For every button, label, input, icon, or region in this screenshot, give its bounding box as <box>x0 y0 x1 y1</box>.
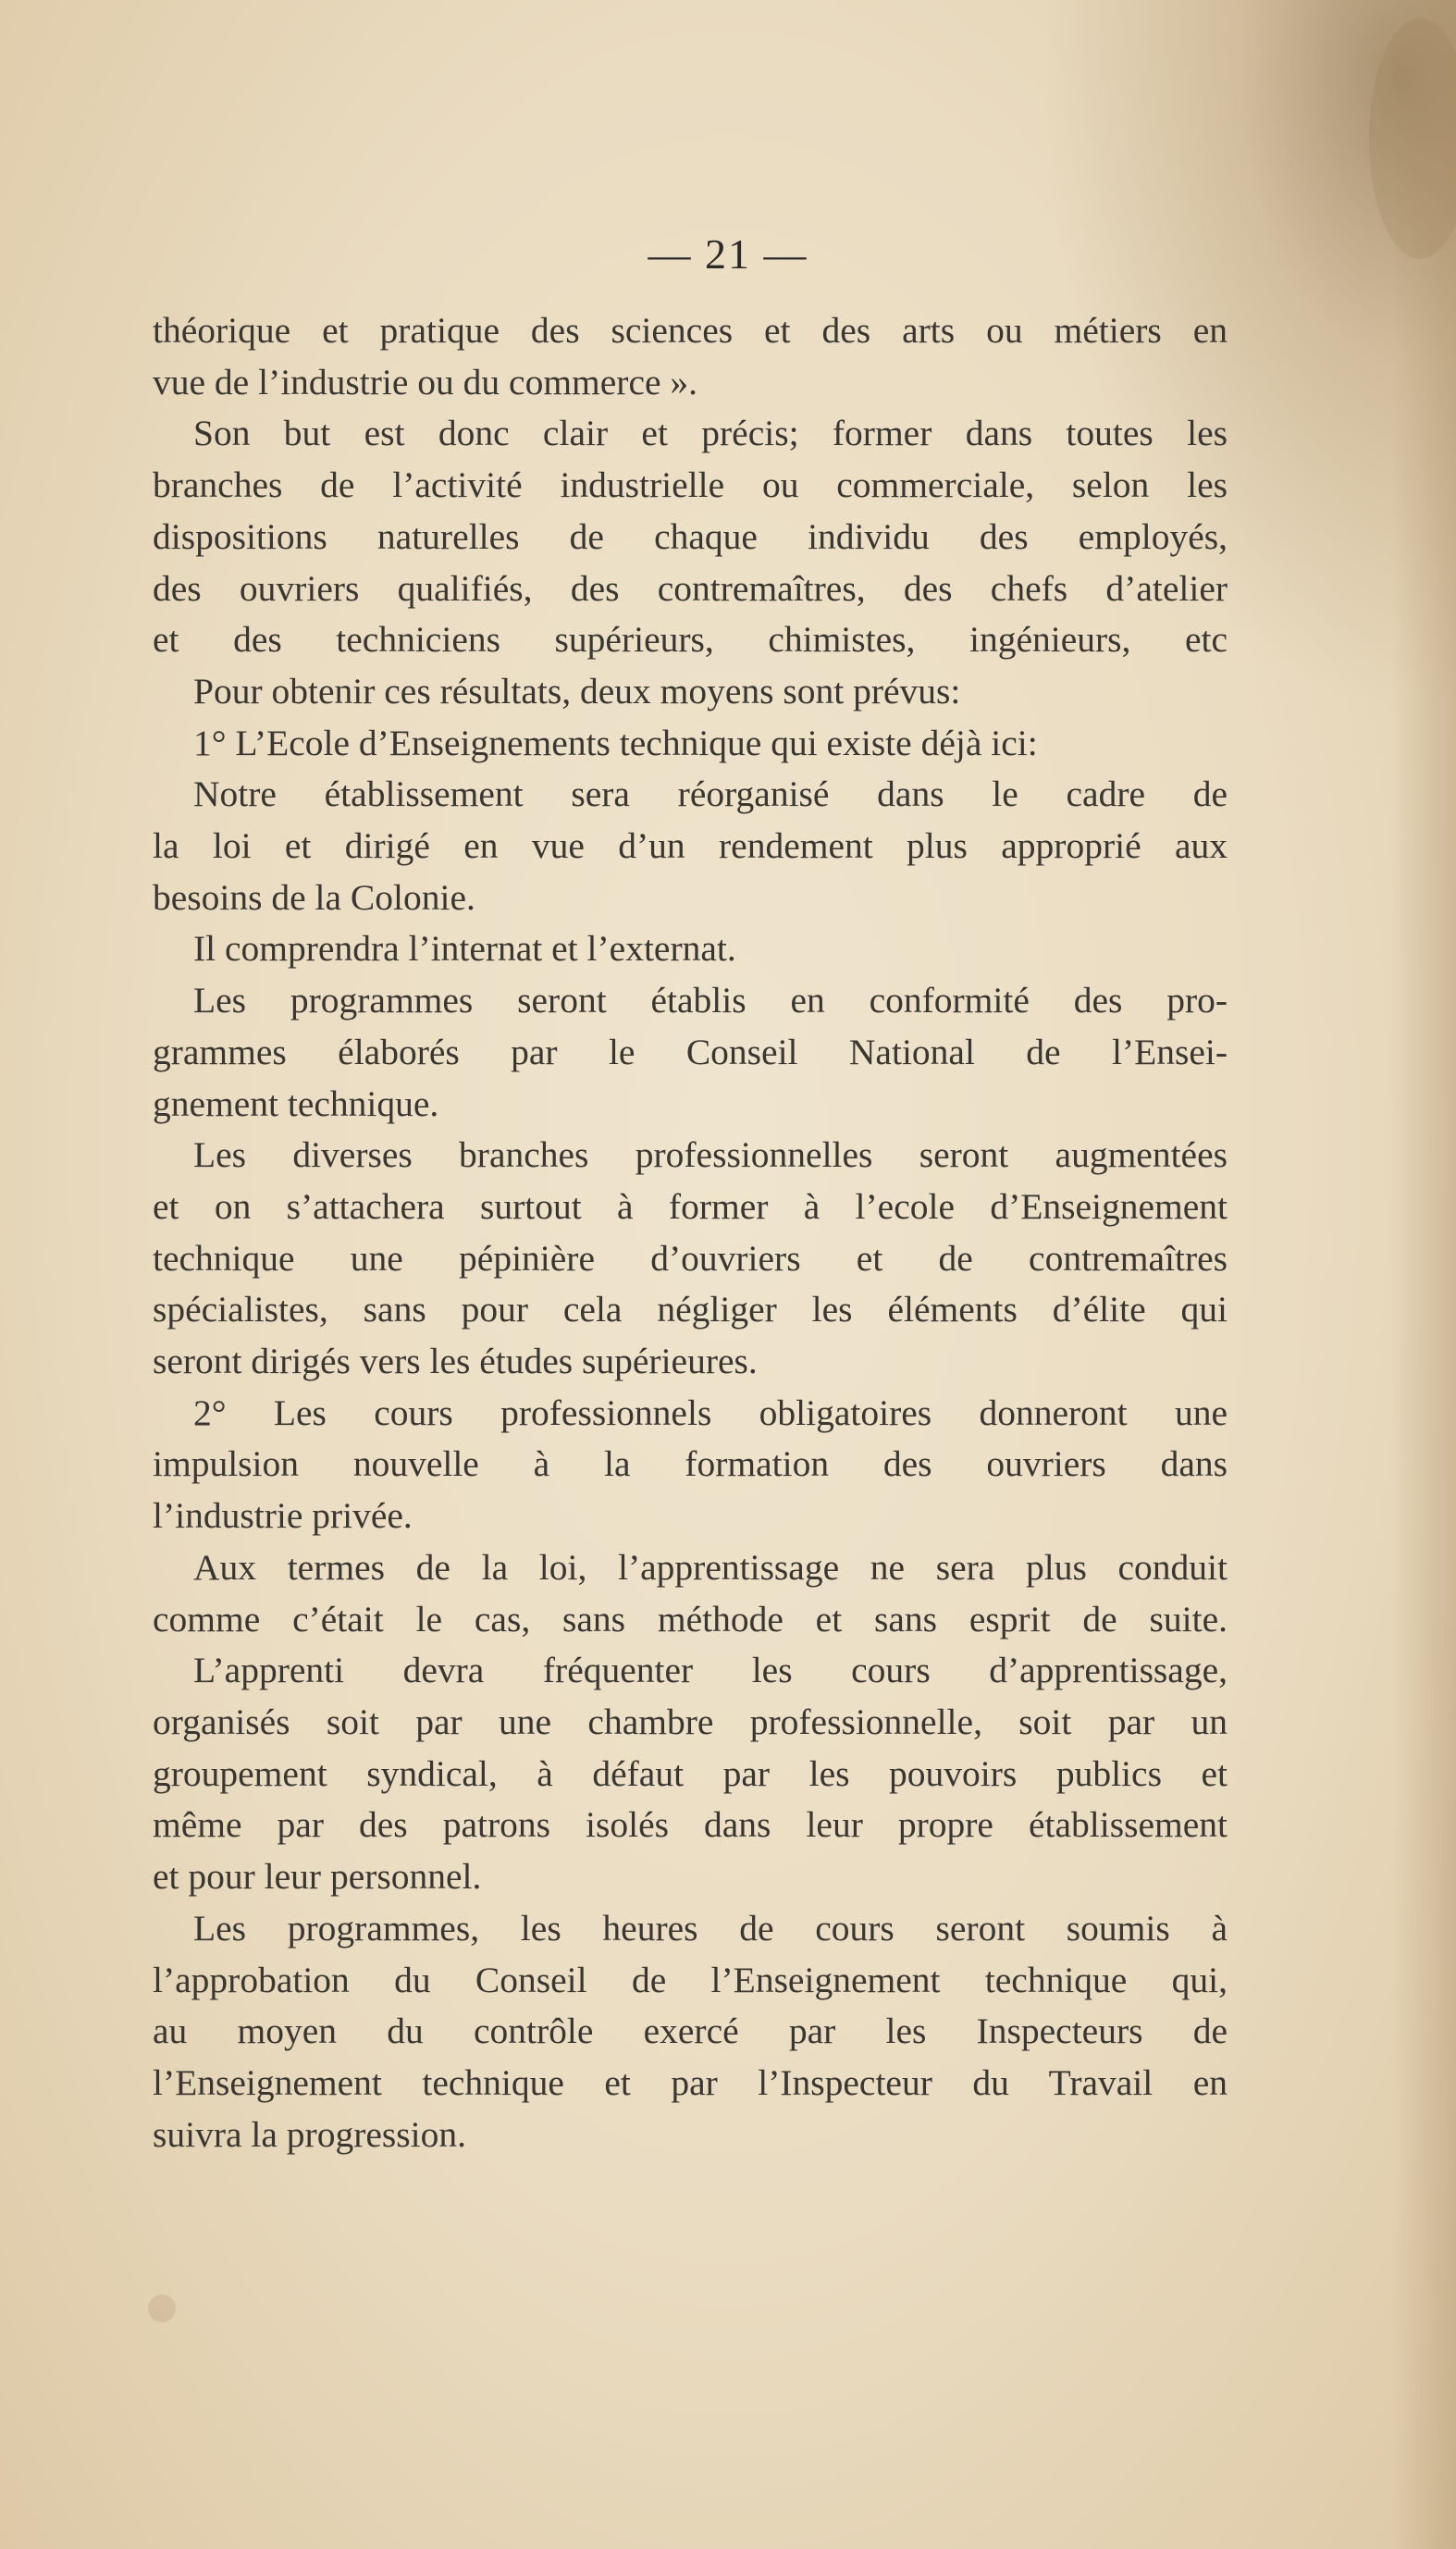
text-line: gnement technique. <box>153 1083 439 1124</box>
text-line: des ouvriers qualifiés, des contremaîtres, des chefs d’atelier <box>153 567 1228 609</box>
text-line: groupement syndical, à défaut par les pouvoirs publics et <box>153 1752 1228 1794</box>
text-line: Il comprendra l’internat et l’externat. <box>193 928 736 970</box>
text-line: organisés soit par une chambre professionnelle, soit par un <box>153 1701 1228 1742</box>
body-text <box>153 305 1228 2160</box>
text-line: Les programmes, les heures de cours seront soumis à <box>193 1907 1228 1949</box>
text-line: technique une pépinière d’ouvriers et de contremaîtres <box>153 1237 1228 1279</box>
text-line: seront dirigés vers les études supérieures. <box>153 1341 758 1382</box>
text-line: la loi et dirigé en vue d’un rendement plus approprié aux <box>153 825 1228 867</box>
page-edge-shadow <box>1391 0 1456 2549</box>
text-line: l’industrie privée. <box>153 1495 413 1537</box>
text-line: 1° L’Ecole d’Enseignements technique qui existe déjà ici: <box>193 722 1038 763</box>
text-line: Les programmes seront établis en conformité des pro- <box>193 980 1228 1021</box>
text-line: besoins de la Colonie. <box>153 876 475 918</box>
page-number: — 21 — <box>648 230 808 278</box>
text-line: l’approbation du Conseil de l’Enseignement technique qui, <box>153 1959 1228 2000</box>
paper-stain <box>1369 19 1456 259</box>
text-line: L’apprenti devra fréquenter les cours d’apprentissage, <box>193 1650 1228 1691</box>
text-line: branches de l’activité industrielle ou commerciale, selon les <box>153 464 1228 506</box>
text-line: même par des patrons isolés dans leur propre établissement <box>153 1804 1228 1846</box>
text-line: 2° Les cours professionnels obligatoires donneront une <box>193 1392 1228 1433</box>
text-line: Aux termes de la loi, l’apprentissage ne sera plus conduit <box>193 1546 1228 1588</box>
text-line: spécialistes, sans pour cela négliger les éléments d’élite qui <box>153 1289 1228 1330</box>
text-line: vue de l’industrie ou du commerce ». <box>153 361 698 402</box>
text-line: l’Enseignement technique et par l’Inspecteur du Travail en <box>153 2061 1228 2103</box>
text-line: dispositions naturelles de chaque individu des employés, <box>153 515 1228 557</box>
paper-stain <box>148 2295 176 2322</box>
text-line: théorique et pratique des sciences et des arts ou métiers en <box>153 310 1228 351</box>
text-line: et des techniciens supérieurs, chimistes, ingénieurs, etc <box>153 619 1228 661</box>
text-line: comme c’était le cas, sans méthode et sans esprit de suite. <box>153 1598 1228 1640</box>
text-line: Notre établissement sera réorganisé dans le cadre de <box>193 773 1228 815</box>
text-line: suivra la progression. <box>153 2113 466 2155</box>
text-line: Les diverses branches professionnelles seront augmentées <box>193 1134 1228 1176</box>
text-line: et pour leur personnel. <box>153 1856 482 1898</box>
text-line: Pour obtenir ces résultats, deux moyens sont prévus: <box>193 670 961 711</box>
text-line: et on s’attachera surtout à former à l’ecole d’Enseignement <box>153 1185 1228 1227</box>
text-line: Son but est donc clair et précis; former dans toutes les <box>193 413 1228 454</box>
text-line: impulsion nouvelle à la formation des ouvriers dans <box>153 1443 1228 1485</box>
text-line: grammes élaborés par le Conseil National de l’Ensei- <box>153 1031 1228 1072</box>
text-line: au moyen du contrôle exercé par les Inspecteurs de <box>153 2011 1228 2052</box>
